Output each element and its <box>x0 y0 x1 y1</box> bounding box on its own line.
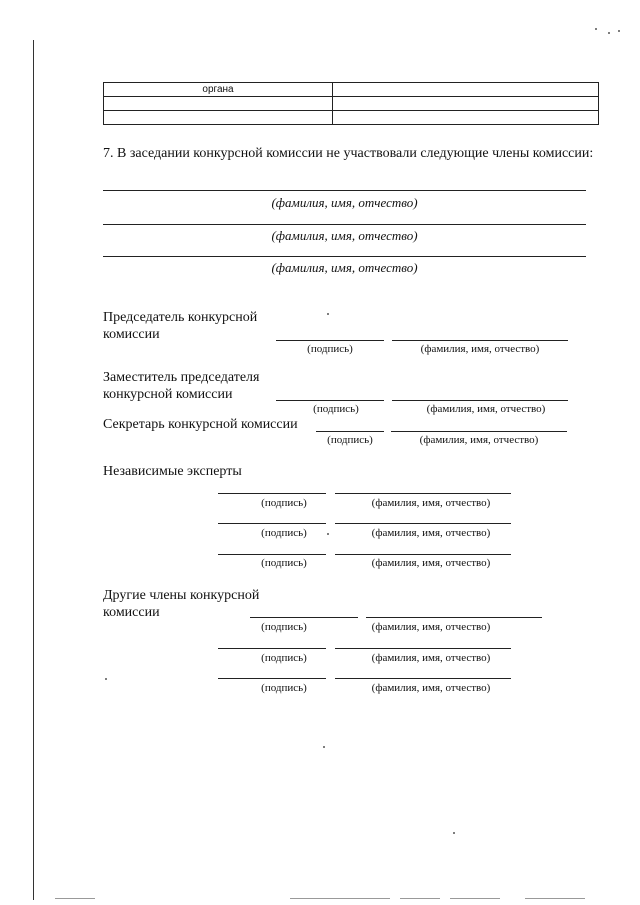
other-fio-caption: (фамилия, имя, отчество) <box>371 682 491 694</box>
scan-speck <box>595 28 597 30</box>
section-7-text: 7. В заседании конкурсной комиссии не участвовали следующие члены комиссии: <box>103 146 594 161</box>
expert-fio-caption: (фамилия, имя, отчество) <box>371 527 491 539</box>
expert-fio-line <box>335 554 511 555</box>
secretary-label: Секретарь конкурсной комиссии <box>103 417 298 432</box>
absent-member-caption-2: (фамилия, имя, отчество) <box>271 228 418 243</box>
scan-speck <box>327 313 329 315</box>
absent-member-line-1 <box>103 190 586 191</box>
other-sign-caption: (подпись) <box>261 621 307 633</box>
others-label: Другие члены конкурсной комиссии <box>103 588 260 620</box>
other-fio-line <box>335 678 511 679</box>
expert-sign-caption: (подпись) <box>261 497 307 509</box>
other-sign-line <box>218 678 326 679</box>
table-cell <box>333 111 599 125</box>
scan-speck <box>618 30 620 32</box>
secretary-fio-caption: (фамилия, имя, отчество) <box>419 434 539 446</box>
expert-sign-line <box>218 493 326 494</box>
chair-sign-caption: (подпись) <box>307 343 353 355</box>
expert-fio-line <box>335 493 511 494</box>
expert-sign-caption: (подпись) <box>261 557 307 569</box>
deputy-sign-line <box>276 400 384 401</box>
table-cell <box>333 83 599 97</box>
scan-speck <box>105 678 107 680</box>
other-fio-line <box>335 648 511 649</box>
other-fio-line <box>366 617 542 618</box>
organ-table <box>103 82 599 125</box>
table-row <box>104 111 599 125</box>
scan-speck <box>323 746 325 748</box>
chair-fio-line <box>392 340 568 341</box>
chair-sign-line <box>276 340 384 341</box>
expert-fio-line <box>335 523 511 524</box>
other-sign-line <box>250 617 358 618</box>
scan-artifact <box>525 898 585 899</box>
expert-fio-caption: (фамилия, имя, отчество) <box>371 557 491 569</box>
scan-artifact <box>290 898 390 899</box>
table-row <box>104 83 599 97</box>
secretary-sign-caption: (подпись) <box>327 434 373 446</box>
table-cell <box>104 97 333 111</box>
table-cell <box>333 97 599 111</box>
scan-speck <box>608 32 610 34</box>
scan-speck <box>327 533 329 535</box>
absent-member-line-3 <box>103 256 586 257</box>
scan-speck <box>453 832 455 834</box>
deputy-fio-caption: (фамилия, имя, отчество) <box>426 403 546 415</box>
scan-artifact <box>55 898 95 899</box>
experts-label: Независимые эксперты <box>103 464 242 479</box>
expert-fio-caption: (фамилия, имя, отчество) <box>371 497 491 509</box>
table-cell <box>104 111 333 125</box>
secretary-fio-line <box>391 431 567 432</box>
deputy-fio-line <box>392 400 568 401</box>
expert-sign-caption: (подпись) <box>261 527 307 539</box>
other-sign-caption: (подпись) <box>261 652 307 664</box>
absent-member-caption-3: (фамилия, имя, отчество) <box>271 260 418 275</box>
left-margin-rule <box>33 40 34 900</box>
scan-artifact <box>400 898 440 899</box>
absent-member-caption-1: (фамилия, имя, отчество) <box>271 195 418 210</box>
other-fio-caption: (фамилия, имя, отчество) <box>371 652 491 664</box>
deputy-sign-caption: (подпись) <box>313 403 359 415</box>
chair-label: Председатель конкурсной комиссии <box>103 310 258 342</box>
table-row <box>104 97 599 111</box>
scan-artifact <box>450 898 500 899</box>
expert-sign-line <box>218 554 326 555</box>
other-sign-line <box>218 648 326 649</box>
expert-sign-line <box>218 523 326 524</box>
absent-member-line-2 <box>103 224 586 225</box>
table-cell: органа <box>104 83 333 97</box>
secretary-sign-line <box>316 431 384 432</box>
deputy-label: Заместитель председателя конкурсной комиссии <box>103 370 260 402</box>
chair-fio-caption: (фамилия, имя, отчество) <box>420 343 540 355</box>
other-fio-caption: (фамилия, имя, отчество) <box>371 621 491 633</box>
other-sign-caption: (подпись) <box>261 682 307 694</box>
